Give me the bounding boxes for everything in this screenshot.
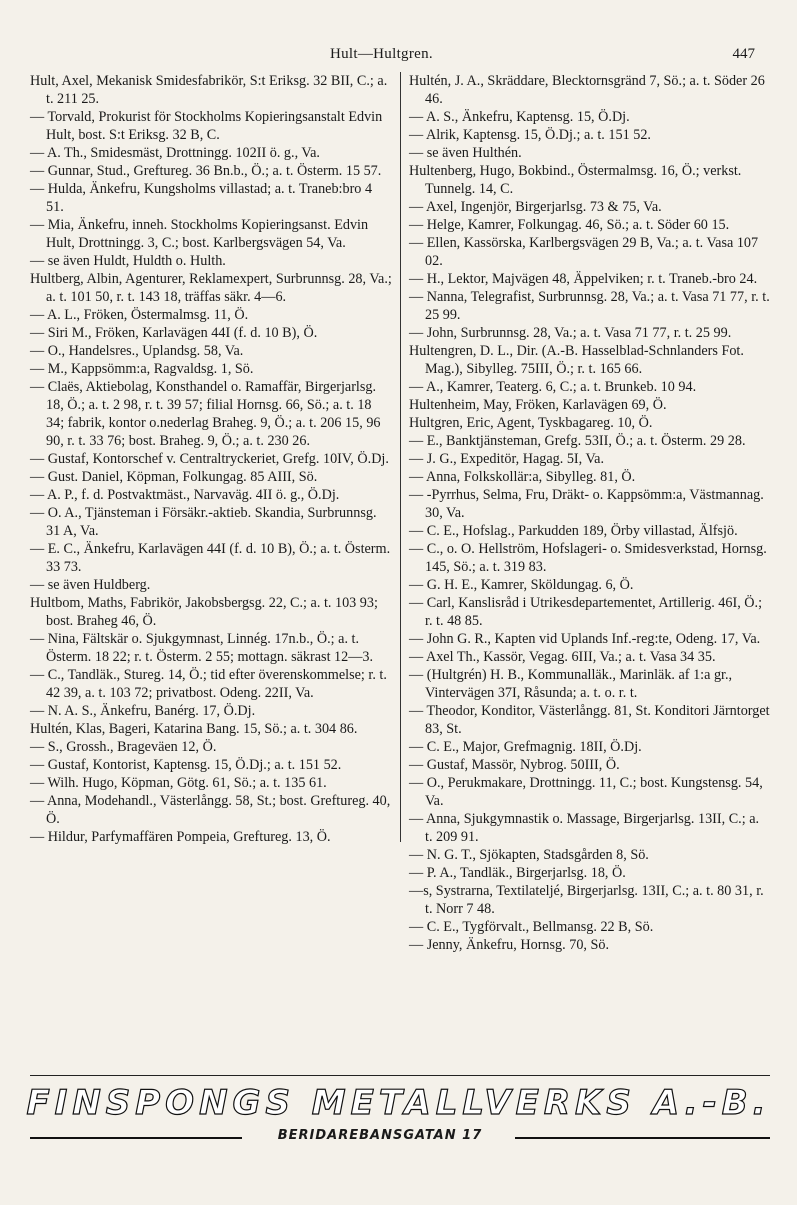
- directory-entry: Hultgren, Eric, Agent, Tyskbagareg. 10, Ö.: [409, 415, 653, 431]
- directory-entry: —s, Systrarna, Textilateljé, Birgerjarlsg. 13II, C.; a. t. 80 31, r. t. Norr 7 48.: [409, 883, 764, 917]
- directory-entry: Hult, Axel, Mekanisk Smidesfabrikör, S:t Eriksg. 32 BII, C.; a. t. 211 25.: [30, 73, 388, 107]
- directory-entry: — Anna, Folkskollär:a, Sibylleg. 81, Ö.: [409, 469, 636, 485]
- directory-entry: — se även Huldt, Huldth o. Hulth.: [30, 253, 226, 269]
- ad-subtitle: BERIDAREBANSGATAN 17: [277, 1128, 483, 1143]
- directory-entry: — O. A., Tjänsteman i Försäkr.-aktieb. Skandia, Surbrunnsg. 31 A, Va.: [30, 505, 377, 539]
- directory-entry: Hultberg, Albin, Agenturer, Reklamexpert, Surbrunnsg. 28, Va.; a. t. 101 50, r. t. 143 18, träffas säkr. 4—6.: [30, 271, 392, 305]
- directory-entry: — E. C., Änkefru, Karlavägen 44I (f. d. 10 B), Ö.; a. t. Österm. 33 73.: [30, 541, 391, 575]
- directory-entry: — Anna, Sjukgymnastik o. Massage, Birgerjarlsg. 13II, C.; a. t. 209 91.: [409, 811, 760, 845]
- directory-entry: — Torvald, Prokurist för Stockholms Kopieringsanstalt Edvin Hult, bost. S:t Eriksg. 32 B, C.: [30, 109, 383, 143]
- directory-entry: — Hildur, Parfymaffären Pompeia, Greftureg. 13, Ö.: [30, 829, 331, 845]
- directory-entry: — Nina, Fältskär o. Sjukgymnast, Linnég. 17n.b., Ö.; a. t. Österm. 18 22; r. t. Österm. 2 55; mottagn. säkrast 12—3.: [30, 631, 374, 665]
- directory-entry: — O., Handelsres., Uplandsg. 58, Va.: [30, 343, 244, 359]
- ad-divider: [30, 1075, 770, 1076]
- ad-title: FINSPONGS METALLVERKS A.-B.: [26, 1083, 771, 1123]
- directory-entry: — Gunnar, Stud., Greftureg. 36 Bn.b., Ö.; a. t. Österm. 15 57.: [30, 163, 382, 179]
- directory-entry: — N. G. T., Sjökapten, Stadsgården 8, Sö.: [409, 847, 649, 863]
- directory-entry: — N. A. S., Änkefru, Banérg. 17, Ö.Dj.: [30, 703, 256, 719]
- directory-entry: — C., Tandläk., Stureg. 14, Ö.; tid efter överenskommelse; r. t. 42 39, a. t. 103 72; privatbost. Odeng. 22II, Va.: [30, 667, 387, 701]
- running-head: Hult—Hultgren.: [330, 46, 433, 62]
- directory-entry: — E., Banktjänsteman, Grefg. 53II, Ö.; a. t. Österm. 29 28.: [409, 433, 746, 449]
- directory-entry: — Gust. Daniel, Köpman, Folkungag. 85 AIII, Sö.: [30, 469, 318, 485]
- directory-entry: — Gustaf, Kontorschef v. Centraltryckeriet, Grefg. 10IV, Ö.Dj.: [30, 451, 389, 467]
- left-column: [30, 72, 400, 845]
- directory-entry: — Alrik, Kaptensg. 15, Ö.Dj.; a. t. 151 52.: [409, 127, 651, 143]
- directory-entry: Hultén, Klas, Bageri, Katarina Bang. 15, Sö.; a. t. 304 86.: [30, 721, 358, 737]
- directory-entry: — Hulda, Änkefru, Kungsholms villastad; a. t. Traneb:bro 4 51.: [30, 181, 373, 215]
- directory-entry: — Nanna, Telegrafist, Surbrunnsg. 28, Va.; a. t. Vasa 71 77, r. t. 25 99.: [409, 289, 770, 323]
- directory-entry: — Claës, Aktiebolag, Konsthandel o. Ramaffär, Birgerjarlsg. 18, Ö.; a. t. 2 98, r. t. 39 57; filial Hornsg. 66, Sö.; a. t. 18 34; fabrik, kontor o.nederlag Braheg. 9, Ö.; a. t. 206 15, 96 90, r. t. 33 76; bost. Braheg. 9, Ö.; a. t. 230 26.: [30, 379, 381, 449]
- directory-entry: — O., Perukmakare, Drottningg. 11, C.; bost. Kungstensg. 54, Va.: [409, 775, 763, 809]
- directory-entry: — C. E., Tygförvalt., Bellmansg. 22 B, Sö.: [409, 919, 654, 935]
- directory-entry: — P. A., Tandläk., Birgerjarlsg. 18, Ö.: [409, 865, 626, 881]
- directory-entry: — se även Huldberg.: [30, 577, 151, 593]
- directory-entry: — S., Grossh., Brageväen 12, Ö.: [30, 739, 217, 755]
- directory-entry: — A. S., Änkefru, Kaptensg. 15, Ö.Dj.: [409, 109, 630, 125]
- directory-columns: [30, 72, 770, 953]
- ad-rule-left: [30, 1137, 242, 1139]
- right-column: [400, 72, 770, 953]
- directory-entry: — A., Kamrer, Teaterg. 6, C.; a. t. Brunkeb. 10 94.: [409, 379, 697, 395]
- directory-entry: — A. P., f. d. Postvaktmäst., Narvaväg. 4II ö. g., Ö.Dj.: [30, 487, 340, 503]
- directory-entry: — Theodor, Konditor, Västerlångg. 81, St. Konditori Järntorget 83, St.: [409, 703, 770, 737]
- directory-entry: — Jenny, Änkefru, Hornsg. 70, Sö.: [409, 937, 610, 953]
- directory-entry: — John G. R., Kapten vid Uplands Inf.-reg:te, Odeng. 17, Va.: [409, 631, 761, 647]
- directory-entry: — (Hultgrén) H. B., Kommunalläk., Marinläk. af 1:a gr., Vintervägen 37I, Råsunda; a. t. o. r. t.: [409, 667, 733, 701]
- directory-entry: — -Pyrrhus, Selma, Fru, Dräkt- o. Kappsömm:a, Västmannag. 30, Va.: [409, 487, 764, 521]
- directory-entry: Hultén, J. A., Skräddare, Blecktornsgränd 7, Sö.; a. t. Söder 26 46.: [409, 73, 765, 107]
- directory-entry: — C., o. O. Hellström, Hofslageri- o. Smidesverkstad, Hornsg. 145, Sö.; a. t. 319 83.: [409, 541, 767, 575]
- directory-entry: — Anna, Modehandl., Västerlångg. 58, St.; bost. Greftureg. 40, Ö.: [30, 793, 391, 827]
- directory-entry: — A. Th., Smidesmäst, Drottningg. 102II ö. g., Va.: [30, 145, 320, 161]
- directory-entry: — Gustaf, Massör, Nybrog. 50III, Ö.: [409, 757, 620, 773]
- directory-entry: Hultenberg, Hugo, Bokbind., Östermalmsg. 16, Ö.; verkst. Tunnelg. 14, C.: [409, 163, 742, 197]
- directory-entry: — Carl, Kanslisråd i Utrikesdepartementet, Artillerig. 46I, Ö.; r. t. 48 85.: [409, 595, 763, 629]
- directory-entry: — G. H. E., Kamrer, Sköldungag. 6, Ö.: [409, 577, 634, 593]
- directory-entry: — M., Kappsömm:a, Ragvaldsg. 1, Sö.: [30, 361, 254, 377]
- page-number: 447: [732, 46, 755, 62]
- advertisement: [0, 1075, 797, 1145]
- directory-entry: — Axel Th., Kassör, Vegag. 6III, Va.; a. t. Vasa 34 35.: [409, 649, 716, 665]
- directory-entry: — John, Surbrunnsg. 28, Va.; a. t. Vasa 71 77, r. t. 25 99.: [409, 325, 732, 341]
- directory-entry: — Helge, Kamrer, Folkungag. 46, Sö.; a. t. Söder 60 15.: [409, 217, 730, 233]
- directory-entry: — Siri M., Fröken, Karlavägen 44I (f. d. 10 B), Ö.: [30, 325, 318, 341]
- directory-entry: Hultenheim, May, Fröken, Karlavägen 69, Ö.: [409, 397, 667, 413]
- directory-entry: — se även Hulthén.: [409, 145, 522, 161]
- directory-entry: — Gustaf, Kontorist, Kaptensg. 15, Ö.Dj.; a. t. 151 52.: [30, 757, 342, 773]
- directory-entry: — C. E., Major, Grefmagnig. 18II, Ö.Dj.: [409, 739, 642, 755]
- directory-entry: — Mia, Änkefru, inneh. Stockholms Kopieringsanst. Edvin Hult, Drottningg. 3, C.; bost. Karlbergsvägen 54, Va.: [30, 217, 369, 251]
- directory-entry: — Axel, Ingenjör, Birgerjarlsg. 73 & 75, Va.: [409, 199, 662, 215]
- directory-entry: Hultbom, Maths, Fabrikör, Jakobsbergsg. 22, C.; a. t. 103 93; bost. Braheg 46, Ö.: [30, 595, 378, 629]
- directory-entry: — Ellen, Kassörska, Karlbergsvägen 29 B, Va.; a. t. Vasa 107 02.: [409, 235, 759, 269]
- ad-rule-right: [515, 1137, 770, 1139]
- page-header: [0, 46, 797, 68]
- directory-entry: — A. L., Fröken, Östermalmsg. 11, Ö.: [30, 307, 249, 323]
- directory-entry: Hultengren, D. L., Dir. (A.-B. Hasselblad-Schnlanders Fot. Mag.), Sibylleg. 75III, Ö.; r. t. 165 66.: [409, 343, 744, 377]
- directory-entry: — J. G., Expeditör, Hagag. 5I, Va.: [409, 451, 604, 467]
- directory-entry: — Wilh. Hugo, Köpman, Götg. 61, Sö.; a. t. 135 61.: [30, 775, 327, 791]
- directory-entry: — C. E., Hofslag., Parkudden 189, Örby villastad, Älfsjö.: [409, 523, 738, 539]
- directory-entry: — H., Lektor, Majvägen 48, Äppelviken; r. t. Traneb.-bro 24.: [409, 271, 758, 287]
